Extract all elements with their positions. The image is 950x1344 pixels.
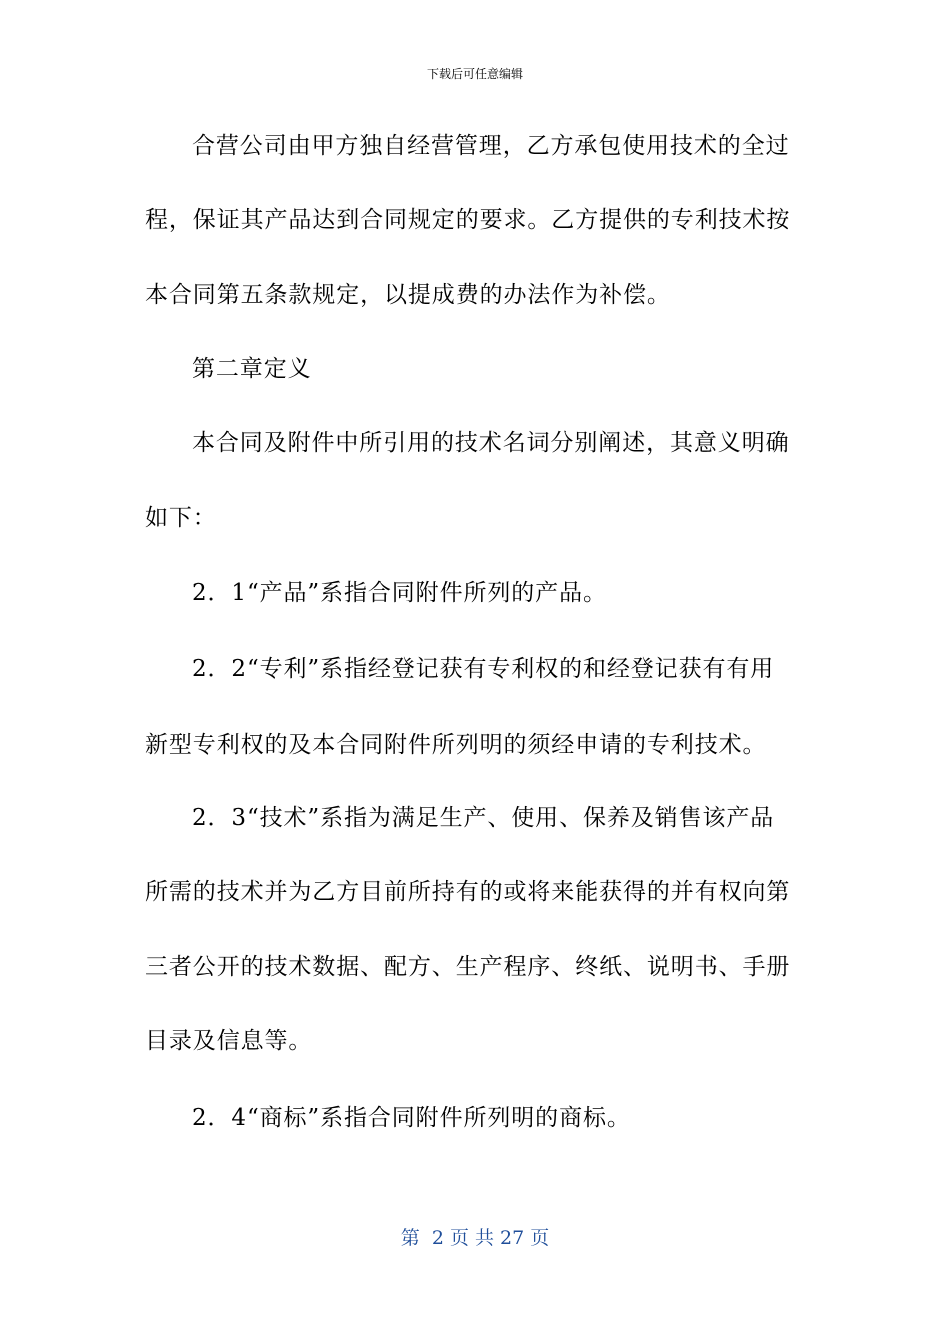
paragraph-line: 所需的技术并为乙方目前所持有的或将来能获得的并有权向第: [145, 879, 791, 905]
page-number-footer: 第 2 页 共 27 页: [400, 1227, 550, 1249]
paragraph-line: 合营公司由甲方独自经营管理，乙方承包使用技术的全过: [192, 133, 790, 159]
definition-line: 2．1“产品”系指合同附件所列的产品。: [192, 580, 607, 606]
page-header: 下载后可任意编辑: [426, 67, 523, 81]
paragraph-line: 本合同第五条款规定，以提成费的办法作为补偿。: [145, 282, 671, 308]
definition-line: 2．2“专利”系指经登记获有专利权的和经登记获有有用: [192, 656, 775, 682]
paragraph-line: 如下：: [145, 505, 217, 531]
paragraph-line: 程，保证其产品达到合同规定的要求。乙方提供的专利技术按: [145, 207, 791, 233]
definition-line: 2．4“商标”系指合同附件所列明的商标。: [192, 1105, 631, 1131]
chapter-heading: 第二章定义: [192, 356, 312, 382]
paragraph-line: 本合同及附件中所引用的技术名词分别阐述，其意义明确: [192, 430, 790, 456]
paragraph-line: 新型专利权的及本合同附件所列明的须经申请的专利技术。: [145, 732, 767, 758]
paragraph-line: 三者公开的技术数据、配方、生产程序、终纸、说明书、手册: [145, 954, 791, 980]
definition-line: 2．3“技术”系指为满足生产、使用、保养及销售该产品: [192, 805, 775, 831]
paragraph-line: 目录及信息等。: [145, 1028, 313, 1054]
